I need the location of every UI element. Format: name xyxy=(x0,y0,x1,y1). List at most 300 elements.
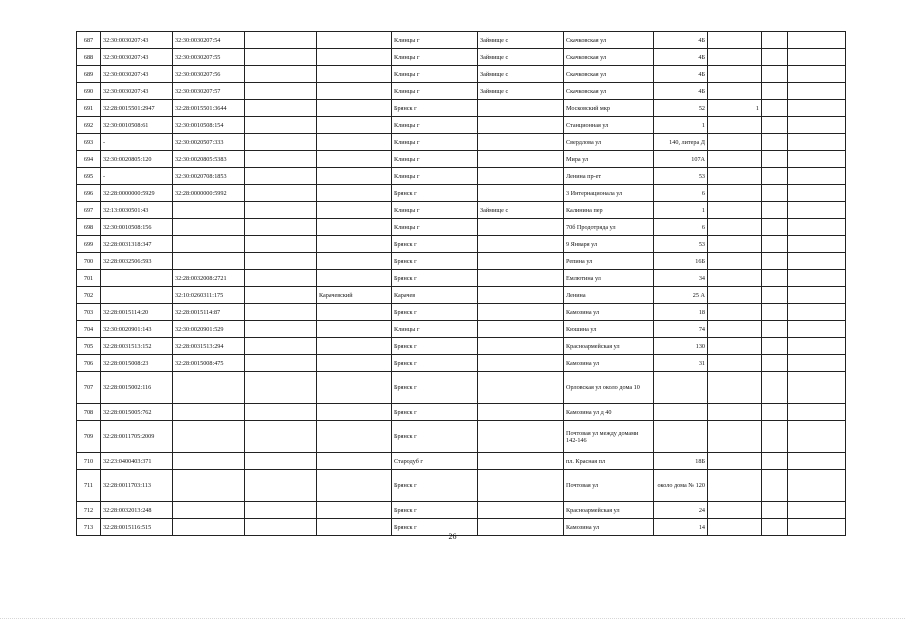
table-row xyxy=(77,304,846,321)
building-cadastral-number-cell: 32:30:0020708:1853 xyxy=(173,168,245,185)
extra-cell-3 xyxy=(762,287,788,304)
district-cell: Карачевский xyxy=(317,287,392,304)
locality-cell xyxy=(478,117,564,134)
row-number: 707 xyxy=(77,372,101,404)
row-number: 700 xyxy=(77,253,101,270)
street-cell: Камозина ул xyxy=(564,355,654,372)
settlement-cell: Брянск г xyxy=(392,404,478,421)
street-cell: пл. Красная пл xyxy=(564,453,654,470)
building-cadastral-number-cell: 32:30:0020901:529 xyxy=(173,321,245,338)
extra-cell-3 xyxy=(762,32,788,49)
house-number-cell: 74 xyxy=(654,321,708,338)
building-cadastral-number-cell: 32:28:0000000:5992 xyxy=(173,185,245,202)
cadastral-number-cell: 32:30:0030207:43 xyxy=(101,66,173,83)
extra-cell xyxy=(245,372,317,404)
extra-cell xyxy=(245,32,317,49)
house-number-cell: 4Б xyxy=(654,66,708,83)
street-cell: Камозина ул д 40 xyxy=(564,404,654,421)
building-cadastral-number-cell: 32:30:0020507:333 xyxy=(173,134,245,151)
district-cell xyxy=(317,219,392,236)
settlement-cell: Клинцы г xyxy=(392,134,478,151)
street-cell: Ленина пр-ет xyxy=(564,168,654,185)
scan-artifact-line xyxy=(0,618,905,633)
settlement-cell: Клинцы г xyxy=(392,202,478,219)
extra-cell-4 xyxy=(788,453,846,470)
street-cell: Почтовая ул xyxy=(564,470,654,502)
street-cell: Свердлова ул xyxy=(564,134,654,151)
district-cell xyxy=(317,404,392,421)
house-number-cell: 1 xyxy=(654,202,708,219)
street-cell: Московский мкр xyxy=(564,100,654,117)
table-row xyxy=(77,421,846,453)
extra-cell-3 xyxy=(762,49,788,66)
district-cell xyxy=(317,168,392,185)
extra-cell-3 xyxy=(762,355,788,372)
street-cell: Мира ул xyxy=(564,151,654,168)
table-row xyxy=(77,236,846,253)
extra-cell-3 xyxy=(762,117,788,134)
district-cell xyxy=(317,236,392,253)
house-number-cell: 31 xyxy=(654,355,708,372)
extra-cell xyxy=(245,236,317,253)
extra-cell-4 xyxy=(788,355,846,372)
extra-cell xyxy=(245,270,317,287)
extra-cell-4 xyxy=(788,372,846,404)
building-cadastral-number-cell: 32:30:0030207:57 xyxy=(173,83,245,100)
house-number-cell: 6 xyxy=(654,219,708,236)
district-cell xyxy=(317,270,392,287)
locality-cell xyxy=(478,372,564,404)
extra-cell-3 xyxy=(762,134,788,151)
settlement-cell: Клинцы г xyxy=(392,32,478,49)
extra-cell-2 xyxy=(708,453,762,470)
locality-cell xyxy=(478,404,564,421)
district-cell xyxy=(317,185,392,202)
cadastral-number-cell xyxy=(101,287,173,304)
extra-cell-4 xyxy=(788,270,846,287)
building-cadastral-number-cell: 32:30:0010508:154 xyxy=(173,117,245,134)
district-cell xyxy=(317,151,392,168)
extra-cell-2 xyxy=(708,321,762,338)
building-cadastral-number-cell: 32:28:0015114:87 xyxy=(173,304,245,321)
district-cell xyxy=(317,338,392,355)
cadastral-number-cell: 32:30:0010508:156 xyxy=(101,219,173,236)
locality-cell xyxy=(478,470,564,502)
extra-cell xyxy=(245,470,317,502)
table-row xyxy=(77,168,846,185)
house-number-cell: 18Б xyxy=(654,453,708,470)
locality-cell xyxy=(478,134,564,151)
extra-cell-3 xyxy=(762,236,788,253)
extra-cell-4 xyxy=(788,185,846,202)
district-cell xyxy=(317,321,392,338)
table-row xyxy=(77,151,846,168)
extra-cell-4 xyxy=(788,66,846,83)
locality-cell xyxy=(478,338,564,355)
cadastral-number-cell: 32:28:0015116:515 xyxy=(101,519,173,536)
extra-cell-2 xyxy=(708,49,762,66)
building-cadastral-number-cell: 32:28:0015008:475 xyxy=(173,355,245,372)
extra-cell xyxy=(245,100,317,117)
extra-cell-4 xyxy=(788,470,846,502)
locality-cell xyxy=(478,355,564,372)
street-cell: Емлютина ул xyxy=(564,270,654,287)
extra-cell-4 xyxy=(788,404,846,421)
row-number: 701 xyxy=(77,270,101,287)
locality-cell xyxy=(478,287,564,304)
building-cadastral-number-cell: 32:28:0031513:294 xyxy=(173,338,245,355)
district-cell xyxy=(317,470,392,502)
district-cell xyxy=(317,202,392,219)
table-row xyxy=(77,219,846,236)
row-number: 710 xyxy=(77,453,101,470)
building-cadastral-number-cell xyxy=(173,470,245,502)
cadastral-number-cell: 32:30:0030207:43 xyxy=(101,83,173,100)
building-cadastral-number-cell xyxy=(173,202,245,219)
extra-cell xyxy=(245,338,317,355)
settlement-cell: Брянск г xyxy=(392,470,478,502)
extra-cell-4 xyxy=(788,49,846,66)
extra-cell xyxy=(245,304,317,321)
building-cadastral-number-cell: 32:30:0030207:54 xyxy=(173,32,245,49)
locality-cell xyxy=(478,304,564,321)
extra-cell-3 xyxy=(762,202,788,219)
extra-cell-4 xyxy=(788,304,846,321)
property-registry-table xyxy=(76,31,846,536)
settlement-cell: Клинцы г xyxy=(392,151,478,168)
settlement-cell: Клинцы г xyxy=(392,321,478,338)
settlement-cell: Клинцы г xyxy=(392,219,478,236)
house-number-cell: 107А xyxy=(654,151,708,168)
table-row xyxy=(77,372,846,404)
house-number-cell: 4Б xyxy=(654,49,708,66)
extra-cell xyxy=(245,49,317,66)
extra-cell-4 xyxy=(788,253,846,270)
table-row xyxy=(77,321,846,338)
street-cell: Скачковская ул xyxy=(564,83,654,100)
district-cell xyxy=(317,49,392,66)
row-number: 708 xyxy=(77,404,101,421)
settlement-cell: Брянск г xyxy=(392,253,478,270)
table-row xyxy=(77,470,846,502)
extra-cell-4 xyxy=(788,151,846,168)
settlement-cell: Брянск г xyxy=(392,519,478,536)
house-number-cell: 18 xyxy=(654,304,708,321)
extra-cell-4 xyxy=(788,236,846,253)
cadastral-number-cell: 32:28:0015008:23 xyxy=(101,355,173,372)
house-number-cell: 34 xyxy=(654,270,708,287)
street-cell: Орловская ул около дома 10 xyxy=(564,372,654,404)
district-cell xyxy=(317,421,392,453)
extra-cell-3 xyxy=(762,151,788,168)
cadastral-number-cell: 32:28:0032013:248 xyxy=(101,502,173,519)
house-number-cell: около дома № 120 xyxy=(654,470,708,502)
page-number: 26 xyxy=(448,532,457,541)
locality-cell xyxy=(478,219,564,236)
row-number: 692 xyxy=(77,117,101,134)
extra-cell-2 xyxy=(708,270,762,287)
house-number-cell: 1 xyxy=(654,117,708,134)
row-number: 689 xyxy=(77,66,101,83)
extra-cell xyxy=(245,321,317,338)
extra-cell xyxy=(245,66,317,83)
locality-cell xyxy=(478,270,564,287)
extra-cell-2 xyxy=(708,151,762,168)
cadastral-number-cell xyxy=(101,270,173,287)
table-row xyxy=(77,453,846,470)
table-row xyxy=(77,134,846,151)
table-row xyxy=(77,100,846,117)
extra-cell-2 xyxy=(708,338,762,355)
locality-cell xyxy=(478,453,564,470)
extra-cell-3 xyxy=(762,100,788,117)
street-cell: Скачковская ул xyxy=(564,32,654,49)
extra-cell-2 xyxy=(708,134,762,151)
extra-cell-3 xyxy=(762,404,788,421)
extra-cell-2 xyxy=(708,372,762,404)
settlement-cell: Брянск г xyxy=(392,355,478,372)
house-number-cell xyxy=(654,404,708,421)
house-number-cell: 53 xyxy=(654,236,708,253)
locality-cell xyxy=(478,236,564,253)
extra-cell-2 xyxy=(708,287,762,304)
extra-cell-4 xyxy=(788,100,846,117)
locality-cell xyxy=(478,421,564,453)
extra-cell-4 xyxy=(788,168,846,185)
extra-cell xyxy=(245,168,317,185)
house-number-cell: 14 xyxy=(654,519,708,536)
table-row xyxy=(77,404,846,421)
house-number-cell: 4Б xyxy=(654,32,708,49)
extra-cell-3 xyxy=(762,470,788,502)
extra-cell-3 xyxy=(762,304,788,321)
row-number: 698 xyxy=(77,219,101,236)
extra-cell-2 xyxy=(708,32,762,49)
extra-cell-3 xyxy=(762,338,788,355)
cadastral-number-cell: 32:30:0020901:143 xyxy=(101,321,173,338)
extra-cell xyxy=(245,185,317,202)
locality-cell xyxy=(478,151,564,168)
building-cadastral-number-cell xyxy=(173,502,245,519)
extra-cell xyxy=(245,117,317,134)
locality-cell xyxy=(478,253,564,270)
table-row xyxy=(77,66,846,83)
extra-cell-2 xyxy=(708,168,762,185)
house-number-cell: 6 xyxy=(654,185,708,202)
street-cell: 9 Января ул xyxy=(564,236,654,253)
extra-cell-3 xyxy=(762,502,788,519)
building-cadastral-number-cell xyxy=(173,453,245,470)
extra-cell-4 xyxy=(788,421,846,453)
building-cadastral-number-cell: 32:28:0032008:2721 xyxy=(173,270,245,287)
house-number-cell: 25 А xyxy=(654,287,708,304)
house-number-cell: 52 xyxy=(654,100,708,117)
extra-cell-2 xyxy=(708,219,762,236)
settlement-cell: Брянск г xyxy=(392,185,478,202)
extra-cell-3 xyxy=(762,321,788,338)
building-cadastral-number-cell: 32:30:0030207:56 xyxy=(173,66,245,83)
cadastral-number-cell: - xyxy=(101,134,173,151)
cadastral-number-cell: 32:28:0031513:152 xyxy=(101,338,173,355)
extra-cell-2 xyxy=(708,202,762,219)
extra-cell-2 xyxy=(708,253,762,270)
table-row xyxy=(77,202,846,219)
extra-cell xyxy=(245,453,317,470)
extra-cell-3 xyxy=(762,270,788,287)
district-cell xyxy=(317,134,392,151)
settlement-cell: Карачев xyxy=(392,287,478,304)
extra-cell-4 xyxy=(788,321,846,338)
extra-cell-4 xyxy=(788,117,846,134)
settlement-cell: Брянск г xyxy=(392,372,478,404)
cadastral-number-cell: 32:28:0031318:347 xyxy=(101,236,173,253)
building-cadastral-number-cell: 32:28:0015501:3644 xyxy=(173,100,245,117)
table-body xyxy=(77,32,846,536)
extra-cell xyxy=(245,404,317,421)
row-number: 705 xyxy=(77,338,101,355)
locality-cell xyxy=(478,321,564,338)
house-number-cell: 24 xyxy=(654,502,708,519)
row-number: 704 xyxy=(77,321,101,338)
extra-cell-3 xyxy=(762,372,788,404)
table-row xyxy=(77,185,846,202)
building-cadastral-number-cell xyxy=(173,253,245,270)
street-cell: Скачковская ул xyxy=(564,66,654,83)
cadastral-number-cell: 32:28:0015501:2947 xyxy=(101,100,173,117)
settlement-cell: Клинцы г xyxy=(392,117,478,134)
extra-cell-2 xyxy=(708,185,762,202)
extra-cell-2 xyxy=(708,355,762,372)
district-cell xyxy=(317,453,392,470)
table-row xyxy=(77,253,846,270)
extra-cell-4 xyxy=(788,219,846,236)
locality-cell: Займище с xyxy=(478,202,564,219)
building-cadastral-number-cell xyxy=(173,421,245,453)
district-cell xyxy=(317,32,392,49)
extra-cell xyxy=(245,287,317,304)
house-number-cell: 140, литера Д xyxy=(654,134,708,151)
extra-cell-4 xyxy=(788,202,846,219)
extra-cell xyxy=(245,421,317,453)
extra-cell-2 xyxy=(708,404,762,421)
extra-cell xyxy=(245,151,317,168)
street-cell: Станционная ул xyxy=(564,117,654,134)
street-cell: 70б Продотряда ул xyxy=(564,219,654,236)
row-number: 696 xyxy=(77,185,101,202)
row-number: 691 xyxy=(77,100,101,117)
district-cell xyxy=(317,372,392,404)
row-number: 694 xyxy=(77,151,101,168)
cadastral-number-cell: 32:28:0015002:116 xyxy=(101,372,173,404)
settlement-cell: Брянск г xyxy=(392,236,478,253)
locality-cell: Займище с xyxy=(478,66,564,83)
table-row xyxy=(77,117,846,134)
building-cadastral-number-cell xyxy=(173,372,245,404)
house-number-cell: 53 xyxy=(654,168,708,185)
row-number: 702 xyxy=(77,287,101,304)
street-cell: Красноармейская ул xyxy=(564,502,654,519)
building-cadastral-number-cell xyxy=(173,236,245,253)
cadastral-number-cell: 32:28:0011705:2009 xyxy=(101,421,173,453)
street-cell: Калинина пер xyxy=(564,202,654,219)
settlement-cell: Брянск г xyxy=(392,304,478,321)
district-cell xyxy=(317,355,392,372)
settlement-cell: Брянск г xyxy=(392,502,478,519)
extra-cell-2 xyxy=(708,304,762,321)
house-number-cell xyxy=(654,421,708,453)
row-number: 699 xyxy=(77,236,101,253)
extra-cell-3 xyxy=(762,66,788,83)
extra-cell xyxy=(245,83,317,100)
locality-cell xyxy=(478,168,564,185)
locality-cell: Займище с xyxy=(478,32,564,49)
locality-cell: Займище с xyxy=(478,49,564,66)
street-cell: 3 Интернационала ул xyxy=(564,185,654,202)
cadastral-number-cell: 32:30:0020805:120 xyxy=(101,151,173,168)
cadastral-number-cell: 32:28:0000000:5929 xyxy=(101,185,173,202)
settlement-cell: Брянск г xyxy=(392,338,478,355)
extra-cell-4 xyxy=(788,32,846,49)
street-cell: Кюшина ул xyxy=(564,321,654,338)
cadastral-number-cell: 32:13:0030501:43 xyxy=(101,202,173,219)
settlement-cell: Клинцы г xyxy=(392,66,478,83)
extra-cell-3 xyxy=(762,219,788,236)
row-number: 713 xyxy=(77,519,101,536)
cadastral-number-cell: 32:23:0400403:371 xyxy=(101,453,173,470)
extra-cell xyxy=(245,355,317,372)
table-row xyxy=(77,338,846,355)
row-number: 690 xyxy=(77,83,101,100)
extra-cell xyxy=(245,134,317,151)
extra-cell-4 xyxy=(788,134,846,151)
extra-cell xyxy=(245,253,317,270)
house-number-cell: 16Б xyxy=(654,253,708,270)
row-number: 711 xyxy=(77,470,101,502)
extra-cell-3 xyxy=(762,185,788,202)
district-cell xyxy=(317,66,392,83)
building-cadastral-number-cell xyxy=(173,404,245,421)
building-cadastral-number-cell: 32:30:0020805:5383 xyxy=(173,151,245,168)
row-number: 687 xyxy=(77,32,101,49)
row-number: 703 xyxy=(77,304,101,321)
house-number-cell: 4Б xyxy=(654,83,708,100)
row-number: 709 xyxy=(77,421,101,453)
row-number: 688 xyxy=(77,49,101,66)
house-number-cell xyxy=(654,372,708,404)
extra-cell-2 xyxy=(708,117,762,134)
extra-cell-4 xyxy=(788,83,846,100)
table-row xyxy=(77,49,846,66)
table-row xyxy=(77,287,846,304)
extra-cell xyxy=(245,219,317,236)
table-row xyxy=(77,32,846,49)
settlement-cell: Брянск г xyxy=(392,421,478,453)
extra-cell-4 xyxy=(788,502,846,519)
street-cell: Красноармейская ул xyxy=(564,338,654,355)
extra-cell-2: 1 xyxy=(708,100,762,117)
row-number: 695 xyxy=(77,168,101,185)
district-cell xyxy=(317,83,392,100)
district-cell xyxy=(317,117,392,134)
street-cell: Почтовая ул между домами 142-146 xyxy=(564,421,654,453)
extra-cell-2 xyxy=(708,66,762,83)
locality-cell xyxy=(478,100,564,117)
settlement-cell: Брянск г xyxy=(392,270,478,287)
extra-cell-2 xyxy=(708,470,762,502)
table-row xyxy=(77,270,846,287)
cadastral-number-cell: 32:30:0010508:61 xyxy=(101,117,173,134)
extra-cell xyxy=(245,202,317,219)
